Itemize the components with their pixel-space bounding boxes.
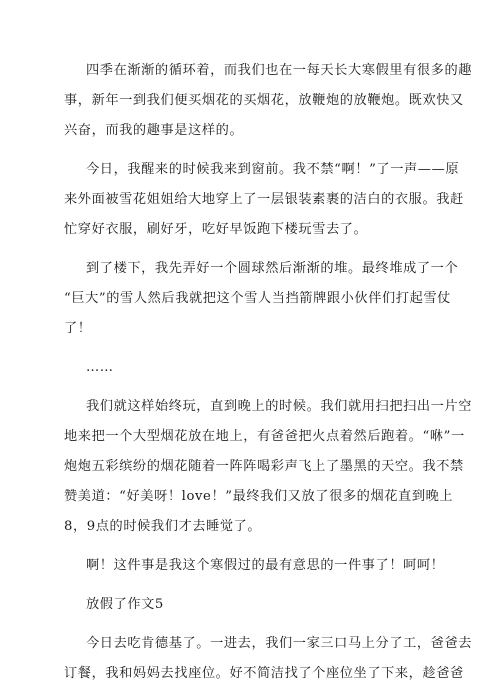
text-line: …… — [86, 360, 114, 375]
text-line: “巨大”的雪人然后我就把这个雪人当挡箭牌跟小伙伴们打起雪仗 — [64, 291, 451, 306]
heading-line: 放假了作文5 — [86, 597, 164, 612]
text-line: 地来把一个大型烟花放在地上，有爸爸把火点着然后跑着。“咻”一 — [64, 429, 465, 444]
section-heading — [64, 590, 438, 620]
text-line: 订餐，我和妈妈去找座位。好不简洁找了个座位坐了下来，趁爸爸 — [64, 666, 464, 681]
paragraph-1 — [64, 56, 473, 146]
text-line: 赞美道：“好美呀！love！”最终我们又放了很多的烟花直到晚上 — [64, 489, 454, 504]
text-line: 来外面被雪花姐姐给大地穿上了一层银装素裹的洁白的衣服。我赶 — [64, 192, 464, 207]
text-line: 兴奋，而我的趣事是这样的。 — [64, 123, 244, 138]
text-line: 四季在渐渐的循环着，而我们也在一每天长大寒假里有很多的趣 — [86, 63, 473, 78]
paragraph-3 — [64, 254, 459, 344]
text-line: 炮炮五彩缤纷的烟花随着一阵阵喝彩声飞上了墨黑的天空。我不禁 — [64, 459, 464, 474]
text-line: 今日去吃肯德基了。一进去，我们一家三口马上分了工，爸爸去 — [86, 636, 473, 651]
text-line: 到了楼下，我先弄好一个圆球然后渐渐的堆。最终堆成了一个 — [86, 261, 459, 276]
paragraph-8 — [64, 629, 473, 681]
text-line: 忙穿好衣服，刷好牙，吃好早饭跑下楼玩雪去了。 — [64, 222, 368, 237]
paragraph-5 — [64, 392, 473, 542]
text-line: 我们就这样始终玩，直到晚上的时候。我们就用扫把扫出一片空 — [86, 399, 473, 414]
text-line: 8，9点的时候我们才去睡觉了。 — [64, 519, 262, 534]
paragraph-2 — [64, 155, 464, 245]
document-body — [64, 56, 473, 686]
text-line: 啊！这件事是我这个寒假过的最有意思的一件事了！呵呵！ — [86, 558, 445, 573]
text-line: 今日，我醒来的时候我来到窗前。我不禁“啊！”了一声——原 — [86, 162, 460, 177]
paragraph-ellipsis — [64, 353, 438, 383]
paragraph-6 — [64, 551, 445, 581]
text-line: 事，新年一到我们便买烟花的买烟花，放鞭炮的放鞭炮。既欢快又 — [64, 93, 464, 108]
text-line: 了！ — [64, 321, 92, 336]
